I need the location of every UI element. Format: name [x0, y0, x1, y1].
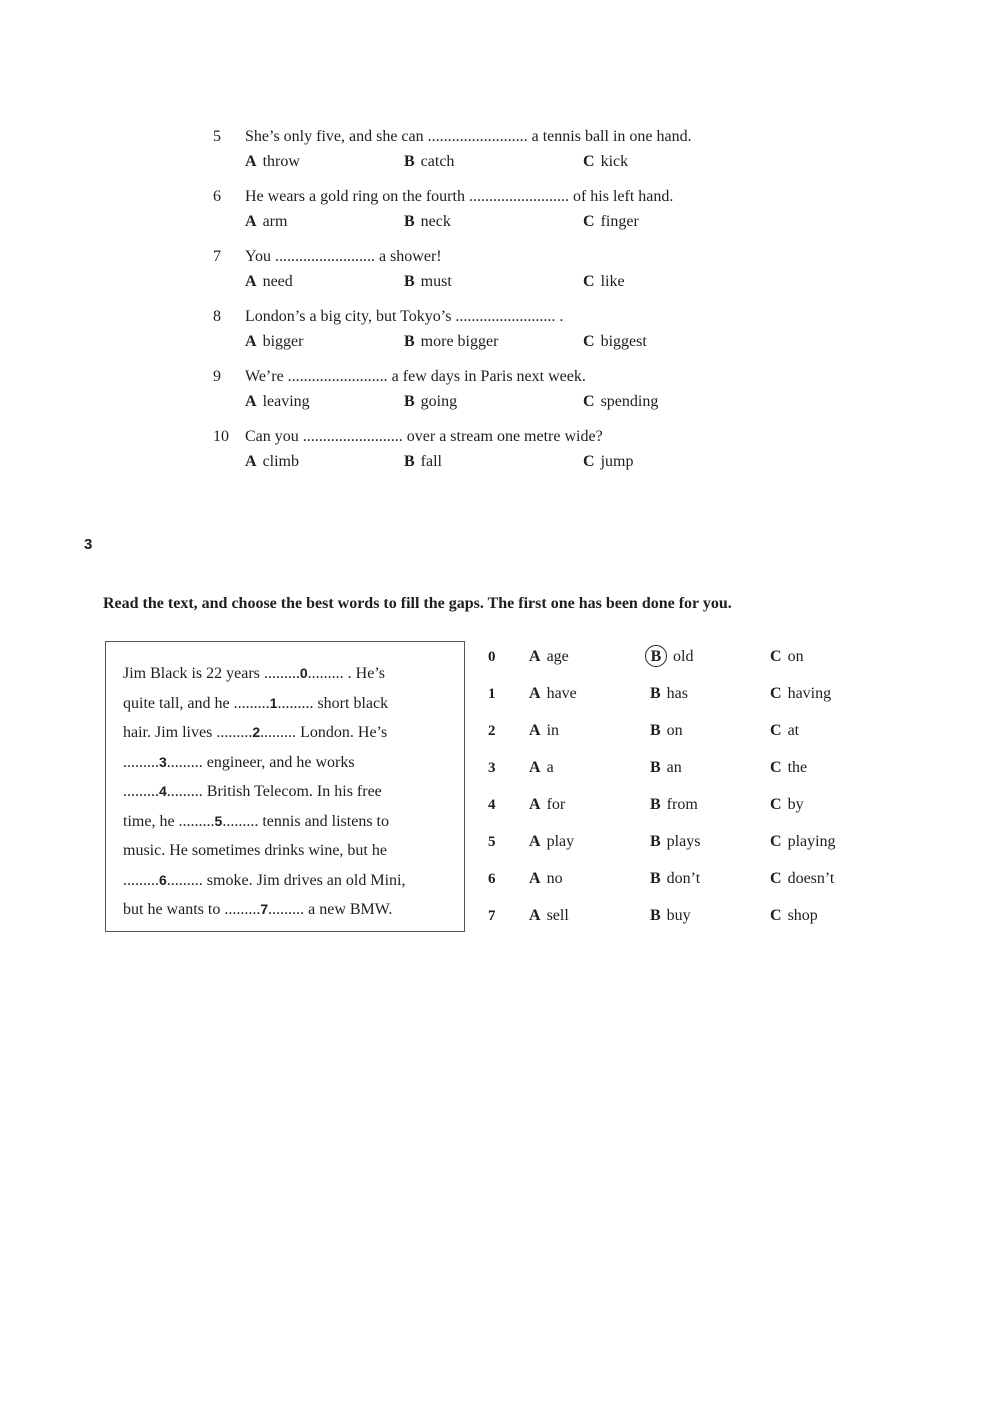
choice-row: [488, 867, 888, 891]
text-fragment: hair. Jim lives .........: [123, 724, 253, 741]
text-line: [123, 777, 464, 807]
gap-number: 4: [159, 783, 167, 799]
text-fragment: ......... London. He’s: [260, 724, 388, 741]
option-letter: A: [245, 153, 257, 170]
option-c[interactable]: [583, 211, 639, 233]
gap-number: 0: [299, 665, 308, 681]
text-fragment: quite tall, and he .........: [123, 694, 270, 712]
option-text: leaving: [262, 393, 310, 410]
option-text: by: [787, 796, 804, 813]
question-number: 6: [213, 188, 221, 205]
text-fragment: time, he .........: [123, 812, 215, 830]
option-text: more bigger: [420, 333, 499, 350]
text-fragment: ......... . He’s: [307, 665, 385, 682]
option-text: having: [787, 685, 832, 702]
text-fragment: but he wants to .........: [123, 901, 261, 918]
option-a[interactable]: [245, 271, 293, 293]
option-c[interactable]: [770, 756, 807, 780]
option-b[interactable]: [404, 271, 452, 293]
option-letter: B: [650, 685, 661, 702]
text-line: [123, 718, 464, 748]
option-c[interactable]: [770, 719, 799, 743]
option-c[interactable]: [770, 645, 804, 669]
option-letter: B: [650, 722, 661, 739]
text-fragment: ......... smoke. Jim drives an old Mini,: [166, 871, 406, 889]
option-letter: B: [650, 759, 661, 776]
selected-answer-circle: B: [645, 645, 667, 667]
option-letter: B: [404, 393, 415, 410]
option-letter: C: [770, 648, 782, 665]
option-text: doesn’t: [787, 870, 835, 887]
question-stem: Can you ......................... over a stream one metre wide?: [245, 428, 603, 445]
option-a[interactable]: [245, 391, 310, 413]
option-letter: C: [583, 453, 595, 470]
choice-number: 4: [488, 797, 496, 813]
option-letter: A: [529, 907, 541, 924]
option-text: shop: [787, 907, 818, 924]
text-line: [123, 689, 464, 719]
option-text: the: [787, 759, 808, 776]
option-text: buy: [666, 907, 691, 924]
option-a[interactable]: [529, 682, 577, 706]
text-line: [123, 807, 464, 837]
gap-number: 6: [159, 871, 167, 888]
text-fragment: .........: [123, 871, 159, 889]
text-fragment: .........: [123, 783, 159, 800]
option-a[interactable]: [245, 331, 303, 353]
section-instruction: Read the text, and choose the best words to fill the gaps. The first one has been done for you.: [103, 595, 732, 612]
option-letter: B: [404, 333, 415, 350]
option-text: for: [546, 796, 566, 813]
option-a[interactable]: [245, 151, 300, 173]
option-c[interactable]: [583, 451, 633, 473]
option-c[interactable]: [583, 391, 658, 413]
gap-number: 1: [269, 694, 278, 711]
option-b[interactable]: [404, 211, 451, 233]
text-fragment: ......... short black: [277, 694, 389, 712]
option-letter: A: [245, 393, 257, 410]
choice-row: [488, 793, 888, 817]
option-text: throw: [262, 153, 300, 170]
choice-row: [488, 904, 888, 928]
option-letter: B: [650, 870, 661, 887]
option-letter: C: [770, 870, 782, 887]
option-letter: B: [404, 453, 415, 470]
choice-row: [488, 682, 888, 706]
option-text: sell: [546, 907, 569, 924]
option-text: must: [420, 273, 452, 290]
option-letter: A: [529, 870, 541, 887]
option-text: on: [666, 722, 683, 739]
option-text: arm: [262, 213, 288, 230]
option-text: biggest: [600, 333, 647, 350]
option-a[interactable]: [529, 867, 563, 891]
option-text: old: [673, 648, 694, 665]
option-a[interactable]: [245, 451, 299, 473]
option-letter: C: [583, 153, 595, 170]
option-c[interactable]: [583, 331, 647, 353]
gap-number: 2: [252, 724, 261, 740]
choice-row: [488, 830, 888, 854]
option-text: finger: [600, 213, 639, 230]
option-b-selected[interactable]: [650, 645, 693, 669]
option-text: from: [666, 796, 698, 813]
choice-number: 2: [488, 723, 496, 739]
option-letter: B: [650, 796, 661, 813]
question-stem: London’s a big city, but Tokyo’s ......................... .: [245, 308, 564, 325]
question-stem: We’re ......................... a few days in Paris next week.: [245, 368, 586, 385]
option-text: at: [787, 722, 800, 739]
option-c[interactable]: [770, 867, 834, 891]
text-line: [123, 866, 464, 896]
question-number: 10: [213, 428, 229, 445]
choice-row: [488, 756, 888, 780]
option-a[interactable]: [245, 211, 287, 233]
text-fragment: .........: [123, 753, 159, 771]
option-text: play: [546, 833, 575, 850]
text-fragment: ......... engineer, and he works: [166, 753, 355, 771]
option-letter: C: [583, 333, 595, 350]
option-text: fall: [420, 453, 442, 470]
option-text: no: [546, 870, 563, 887]
option-b[interactable]: [404, 391, 457, 413]
question-number: 7: [213, 248, 221, 265]
option-text: age: [546, 648, 569, 665]
option-letter: B: [404, 213, 415, 230]
reading-text-box: [105, 641, 465, 932]
option-b[interactable]: [404, 331, 498, 353]
option-text: an: [666, 759, 682, 776]
text-fragment: ......... a new BMW.: [268, 901, 393, 918]
gap-number: 7: [260, 901, 269, 917]
text-line: [123, 836, 464, 866]
choice-number: 6: [488, 871, 496, 887]
choice-number: 3: [488, 760, 496, 776]
text-fragment: ......... British Telecom. In his free: [166, 783, 382, 800]
option-b[interactable]: [650, 867, 700, 891]
option-c[interactable]: [583, 151, 628, 173]
choice-number: 1: [488, 686, 496, 702]
option-letter: A: [245, 333, 257, 350]
text-line: [123, 895, 464, 925]
option-text: plays: [666, 833, 701, 850]
option-b[interactable]: [650, 682, 688, 706]
option-letter: C: [770, 907, 782, 924]
option-c[interactable]: [770, 904, 818, 928]
option-letter: C: [583, 393, 595, 410]
option-letter: B: [404, 153, 415, 170]
question-number: 9: [213, 368, 221, 385]
option-text: going: [420, 393, 458, 410]
option-letter: A: [529, 648, 541, 665]
option-a[interactable]: [529, 645, 569, 669]
option-a[interactable]: [529, 904, 569, 928]
option-text: playing: [787, 833, 836, 850]
option-a[interactable]: [529, 793, 565, 817]
option-text: on: [787, 648, 804, 665]
option-text: have: [546, 685, 577, 702]
option-letter: B: [650, 833, 661, 850]
option-b[interactable]: [650, 830, 700, 854]
option-letter: C: [583, 213, 595, 230]
text-fragment: ......... tennis and listens to: [222, 812, 389, 830]
option-c[interactable]: [583, 271, 625, 293]
question-number: 5: [213, 128, 221, 145]
option-text: spending: [600, 393, 659, 410]
option-text: in: [546, 722, 560, 739]
section-number: 3: [84, 536, 93, 553]
option-letter: B: [650, 907, 661, 924]
choice-number: 7: [488, 908, 496, 924]
option-b[interactable]: [650, 904, 691, 928]
option-a[interactable]: [529, 830, 574, 854]
question-stem: He wears a gold ring on the fourth ......................... of his left hand.: [245, 188, 674, 205]
question-stem: She’s only five, and she can ......................... a tennis ball in one hand.: [245, 128, 692, 145]
option-letter: C: [770, 833, 782, 850]
option-text: don’t: [666, 870, 701, 887]
option-letter: C: [583, 273, 595, 290]
option-letter: A: [245, 273, 257, 290]
option-letter: C: [770, 796, 782, 813]
option-letter: A: [529, 722, 541, 739]
option-letter: C: [770, 759, 782, 776]
option-letter: A: [245, 453, 257, 470]
option-text: kick: [600, 153, 629, 170]
option-c[interactable]: [770, 830, 836, 854]
text-line: [123, 659, 464, 689]
option-text: jump: [600, 453, 634, 470]
option-letter: C: [770, 685, 782, 702]
choice-number: 0: [488, 649, 496, 665]
text-line: [123, 748, 464, 778]
option-b[interactable]: [650, 719, 683, 743]
option-b[interactable]: [650, 756, 682, 780]
text-fragment: music. He sometimes drinks wine, but he: [123, 842, 387, 859]
choice-row: [488, 719, 888, 743]
gap-number: 5: [214, 812, 223, 829]
option-text: has: [666, 685, 688, 702]
option-b[interactable]: [650, 793, 698, 817]
choice-row: [488, 645, 888, 669]
text-fragment: Jim Black is 22 years .........: [123, 665, 300, 682]
option-b[interactable]: [404, 451, 442, 473]
option-letter: A: [529, 759, 541, 776]
option-letter: A: [529, 685, 541, 702]
option-text: catch: [420, 153, 455, 170]
option-letter: A: [529, 833, 541, 850]
question-number: 8: [213, 308, 221, 325]
option-text: like: [600, 273, 625, 290]
option-text: bigger: [262, 333, 304, 350]
option-b[interactable]: [404, 151, 454, 173]
gap-number: 3: [159, 753, 167, 770]
option-a[interactable]: [529, 719, 559, 743]
choice-number: 5: [488, 834, 496, 850]
option-letter: B: [404, 273, 415, 290]
option-c[interactable]: [770, 793, 804, 817]
question-stem: You ......................... a shower!: [245, 248, 442, 265]
option-text: climb: [262, 453, 299, 470]
option-letter: C: [770, 722, 782, 739]
option-letter: A: [529, 796, 541, 813]
option-c[interactable]: [770, 682, 831, 706]
option-text: need: [262, 273, 293, 290]
option-text: a: [546, 759, 554, 776]
option-letter: A: [245, 213, 257, 230]
option-text: neck: [420, 213, 451, 230]
option-a[interactable]: [529, 756, 554, 780]
